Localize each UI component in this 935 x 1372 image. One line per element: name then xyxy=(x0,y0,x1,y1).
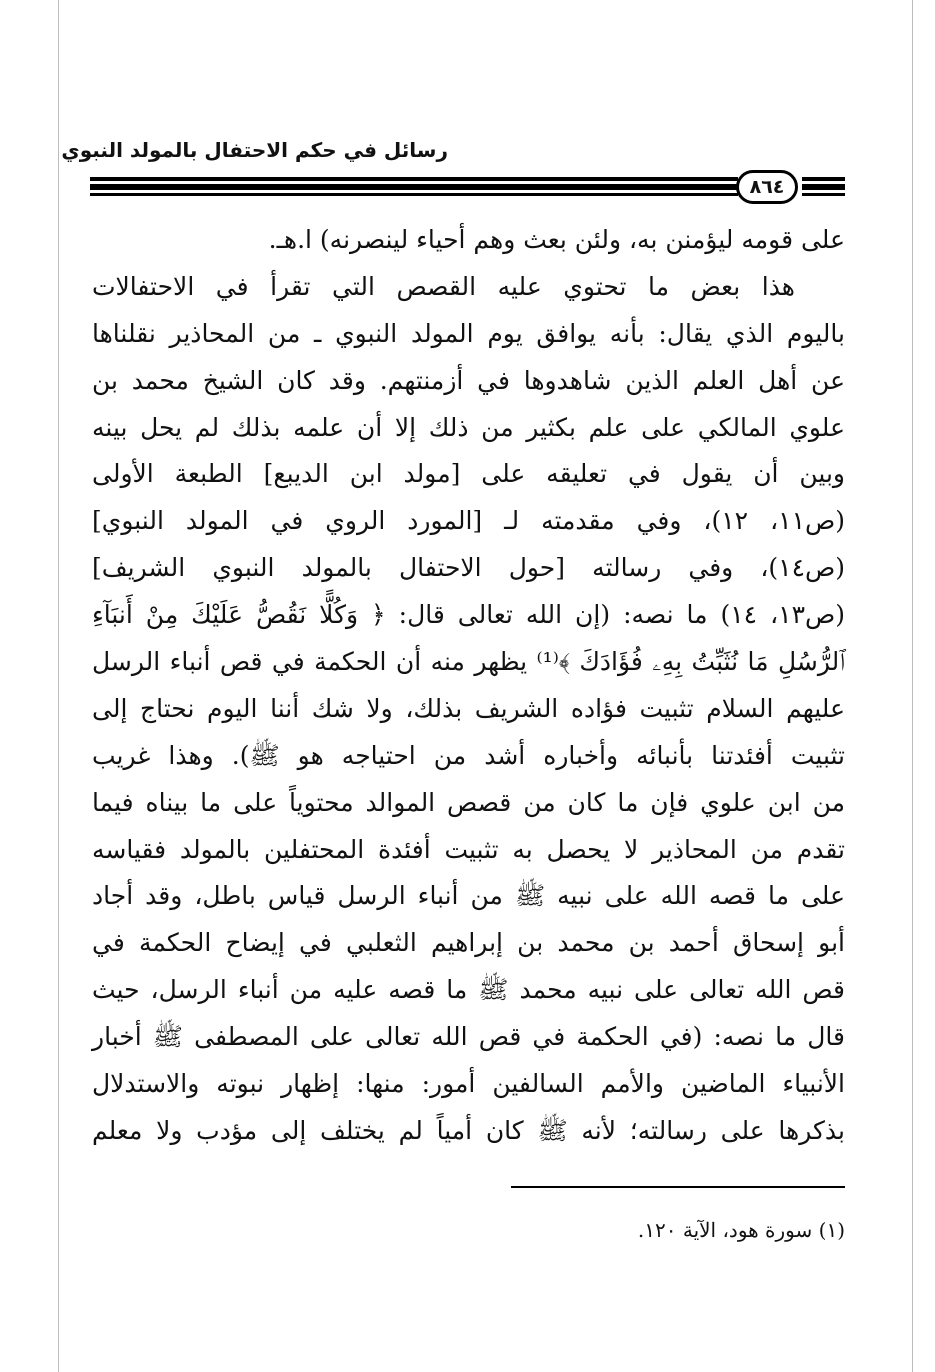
text-line: بذكرها على رسالته؛ لأنه ﷺ كان أمياً لم يختلف إلى مؤدب ولا معلم xyxy=(92,1115,845,1145)
text-line: علوي المالكي على علم بكثير من ذلك إلا أن علمه بذلك لم يحل بينه xyxy=(92,412,845,442)
text-line: وبين أن يقول في تعليقه على [مولد ابن الديبع] الطبعة الأولى xyxy=(92,459,845,489)
page-number-badge: ٨٦٤ xyxy=(736,170,798,204)
text-line: على قومه ليؤمنن به، ولئن بعث وهم أحياء لينصرنه) ا.هـ. xyxy=(268,225,845,254)
text-line: تثبيت أفئدتنا بأنبائه وأخباره أشد من احتياجه هو ﷺ). وهذا غريب xyxy=(92,740,845,770)
text-line: (ص١٤)، وفي رسالته [حول الاحتفال بالمولد النبوي الشريف] xyxy=(92,553,845,583)
running-header-title: رسائل في حكم الاحتفال بالمولد النبوي xyxy=(61,138,448,162)
text-line: باليوم الذي يقال: بأنه يوافق يوم المولد النبوي ـ من المحاذير نقلناها xyxy=(92,318,845,348)
text-line: أبو إسحاق أحمد بن محمد بن إبراهيم الثعلبي في إيضاح الحكمة في xyxy=(92,928,845,958)
text-line: (ص١٣، ١٤) ما نصه: (إن الله تعالى قال: ﴿ وَكُلًّا نَقُصُّ عَلَيْكَ مِنْ أَنبَآءِ xyxy=(92,600,845,630)
scan-edge-mark-right xyxy=(912,0,913,1372)
text-line: تقدم من المحاذير لا يحصل به تثبيت أفئدة المحتفلين بالمولد فقياسه xyxy=(92,834,845,864)
text-line: قص الله تعالى على نبيه محمد ﷺ ما قصه عليه من أنباء الرسل، حيث xyxy=(92,975,846,1005)
text-line: من ابن علوي فإن ما كان من قصص الموالد محتوياً على ما بيناه فيما xyxy=(92,787,845,817)
header-rule xyxy=(90,177,845,197)
text-line: الأنبياء الماضين والأمم السالفين أمور: منها: إظهار نبوته والاستدلال xyxy=(92,1069,845,1099)
body-text xyxy=(92,217,845,1155)
scan-edge-mark-left xyxy=(58,0,59,1372)
text-line: هذا بعض ما تحتوي عليه القصص التي تقرأ في الاحتفالات xyxy=(92,271,795,301)
text-line: عن أهل العلم الذين شاهدوها في أزمنتهم. وقد كان الشيخ محمد بن xyxy=(92,365,845,395)
footnote: (١) سورة هود، الآية ١٢٠. xyxy=(637,1218,845,1242)
text-line: على ما قصه الله على نبيه ﷺ من أنباء الرسل قياس باطل، وقد أجاد xyxy=(92,881,845,911)
text-line: (ص١١، ١٢)، وفي مقدمته لـ [المورد الروي في المولد النبوي] xyxy=(92,506,846,536)
text-line: عليهم السلام تثبيت فؤاده الشريف بذلك، ولا شك أننا اليوم نحتاج إلى xyxy=(92,693,845,723)
text-line: ٱلرُّسُلِ مَا نُثَبِّتُ بِهِۦ فُؤَادَكَ ﴾⁽¹⁾ يظهر منه أن الحكمة في قص أنباء الرسل xyxy=(92,647,845,677)
footnote-separator xyxy=(511,1186,845,1188)
text-line: قال ما نصه: (في الحكمة في قص الله تعالى على المصطفى ﷺ أخبار xyxy=(92,1022,845,1052)
